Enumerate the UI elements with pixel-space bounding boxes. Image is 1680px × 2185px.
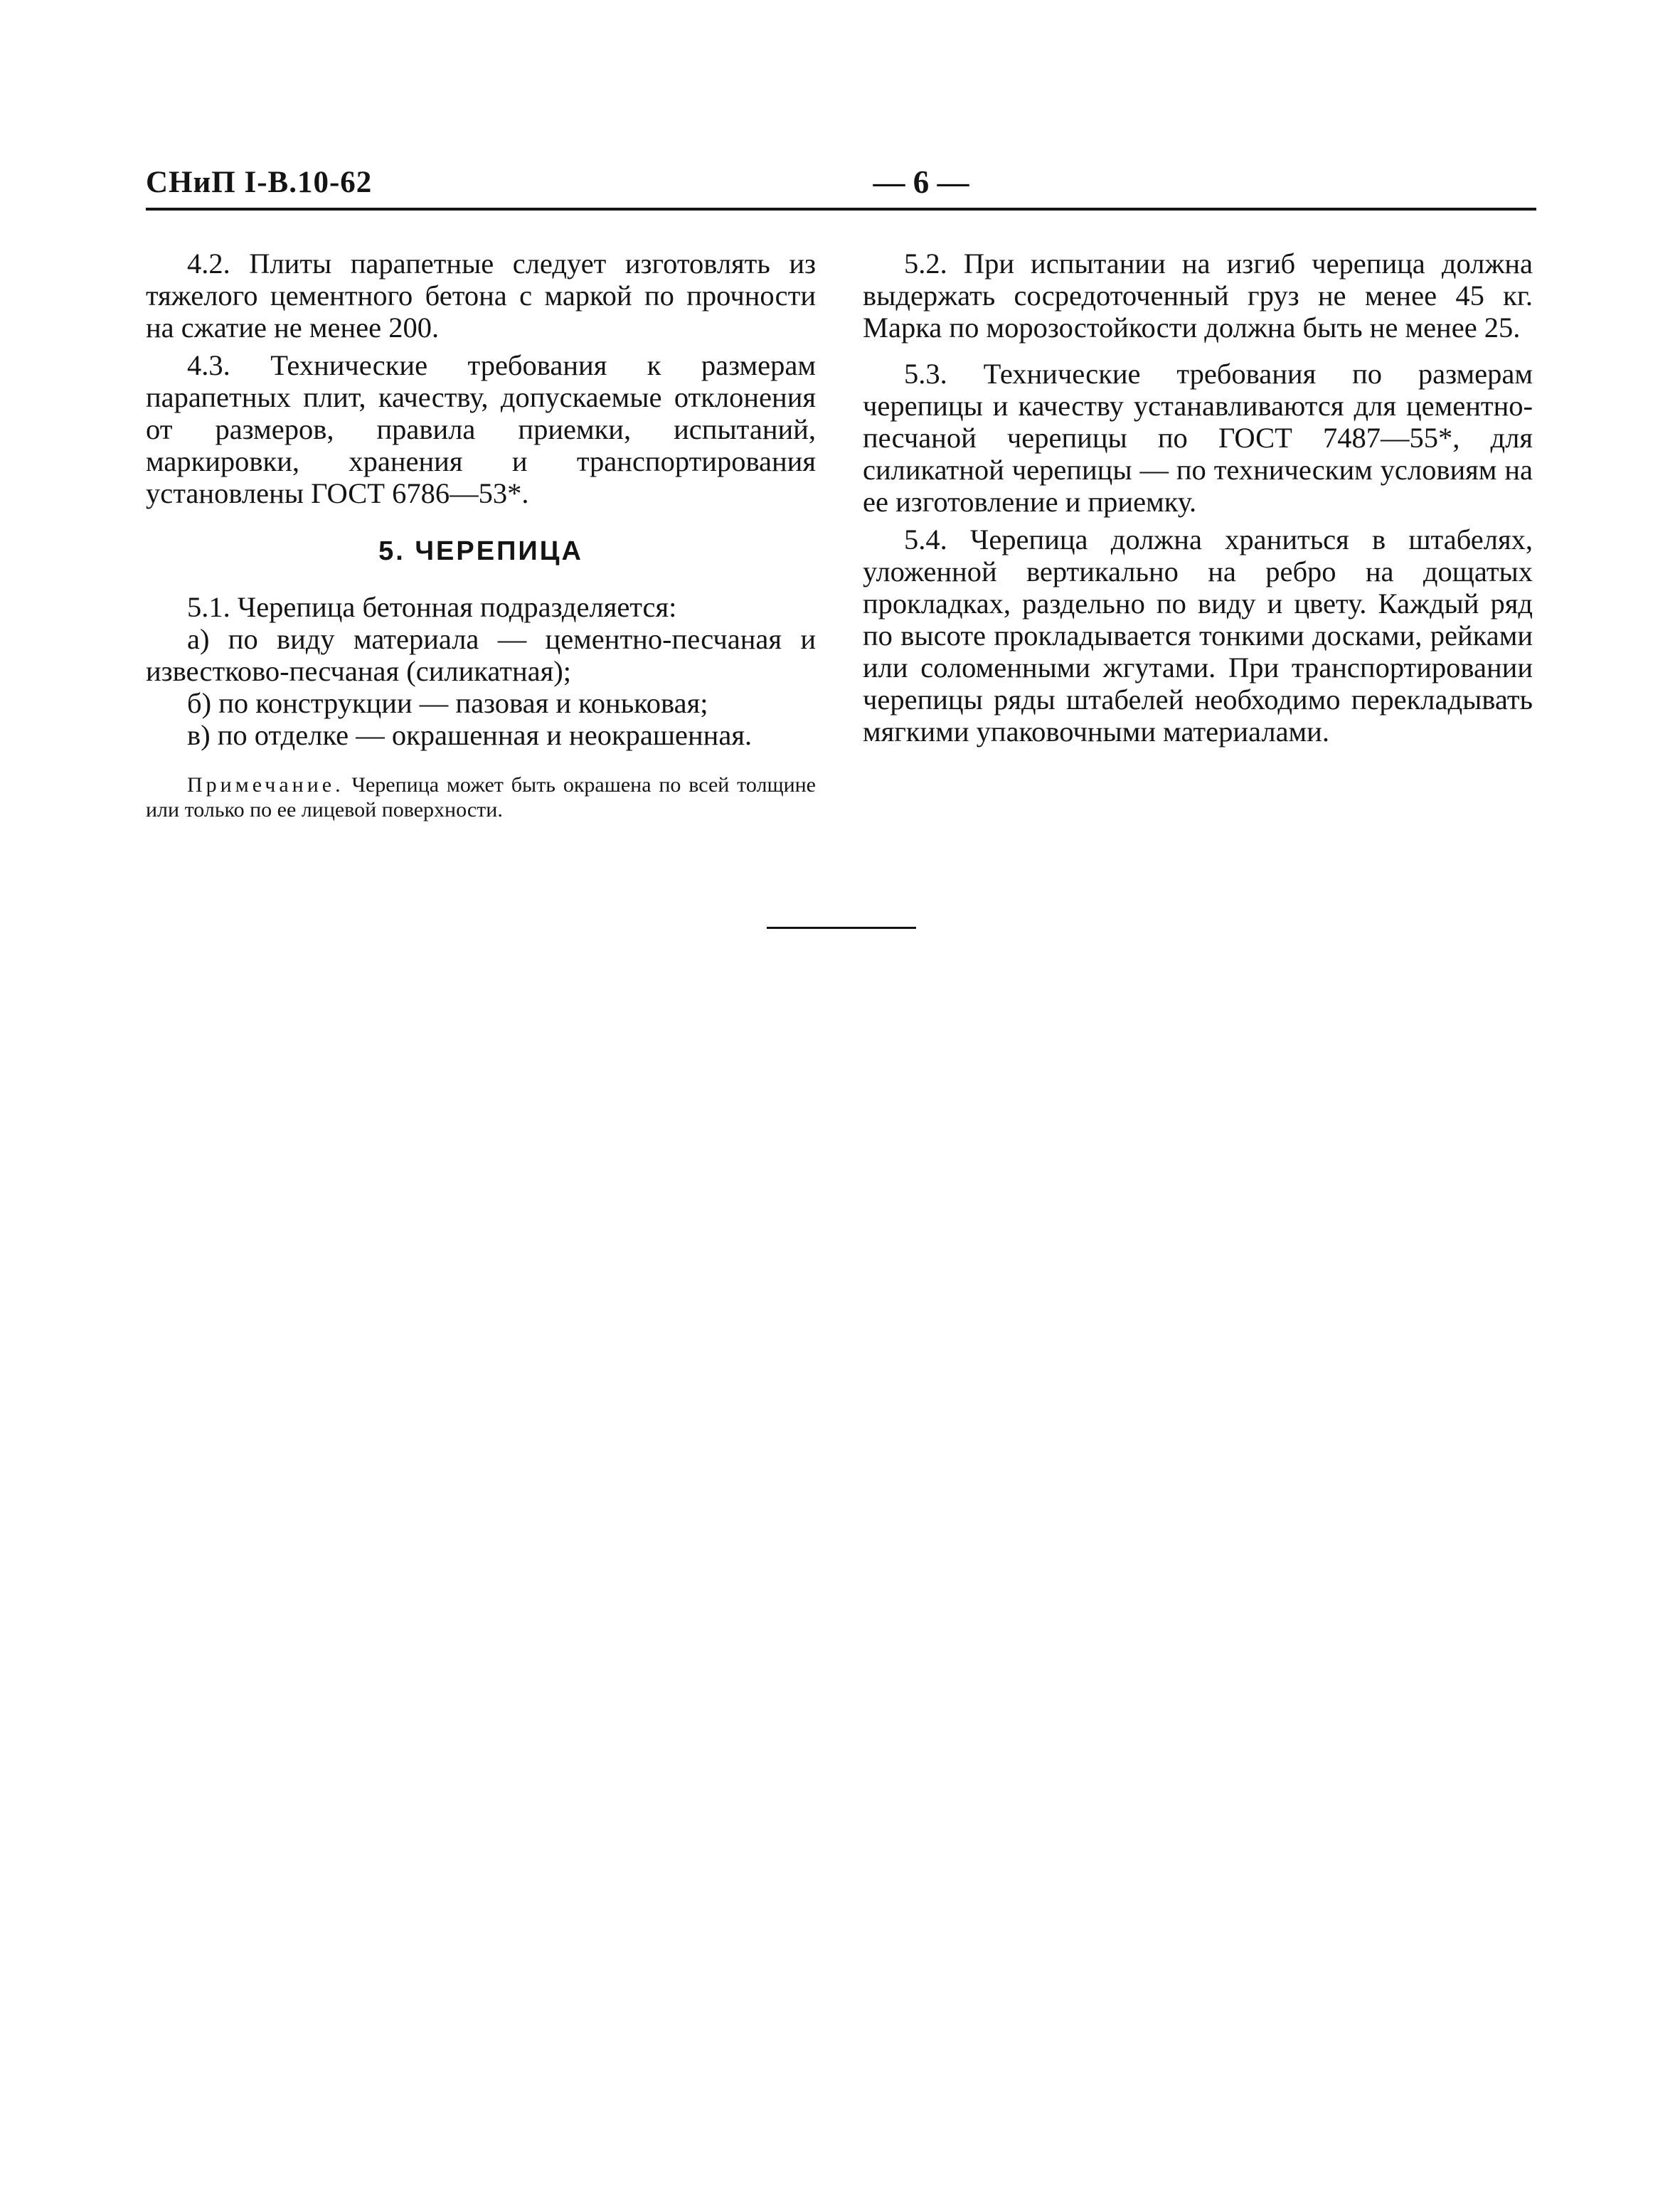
list-item-a: а) по виду материала — цементно-песчаная и известково-песчаная (силикатная);	[146, 623, 816, 687]
header-rule	[146, 208, 1536, 211]
note-label: Примечание.	[187, 773, 344, 797]
page-header	[146, 165, 1536, 208]
paragraph-5-4: 5.4. Черепица должна храниться в штабелях, уложенной вертикально на ребро на дощатых прокладках, раздельно по виду и цвету. Каждый ряд по высоте прокладывается тонкими досками, рейками или соломенными жгутами. При транспортировании черепицы ряды штабелей необходимо перекладывать мягкими упаковочными материалами.	[863, 523, 1533, 748]
paragraph-5-3: 5.3. Технические требования по размерам черепицы и качеству устанавливаются для цементно-песчаной черепицы по ГОСТ 7487—55*, для силикатной черепицы — по техническим условиям на ее изготовление и приемку.	[863, 358, 1533, 518]
list-item-b: б) по конструкции — пазовая и коньковая;	[187, 687, 708, 719]
page-number: — 6 —	[873, 164, 969, 200]
paragraph-5-1: 5.1. Черепица бетонная подразделяется:	[187, 591, 677, 623]
note	[146, 772, 816, 822]
paragraph-4-2: 4.2. Плиты парапетные следует изготовлять из тяжелого цементного бетона с маркой по прочности на сжатие не менее 200.	[146, 248, 816, 344]
document-code: СНиП І-В.10-62	[146, 166, 373, 199]
note-text: Черепица может быть окрашена по всей толщине или только по ее лицевой поверхности.	[146, 773, 816, 822]
paragraph-4-3: 4.3. Технические требования к размерам парапетных плит, качеству, допускаемые отклонения от размеров, правила приемки, испытаний, маркировки, хранения и транспортирования установлены ГОСТ 6786—53*.	[146, 349, 816, 509]
end-rule	[767, 927, 916, 929]
list-item-v: в) по отделке — окрашенная и неокрашенная.	[187, 719, 753, 751]
left-column	[146, 248, 816, 844]
right-column	[863, 248, 1533, 748]
paragraph-5-2: 5.2. При испытании на изгиб черепица должна выдержать сосредоточенный груз не менее 45 кг. Марка по морозостойкости должна быть не менее 25.	[863, 248, 1533, 344]
section-heading: 5. ЧЕРЕПИЦА	[378, 536, 583, 566]
